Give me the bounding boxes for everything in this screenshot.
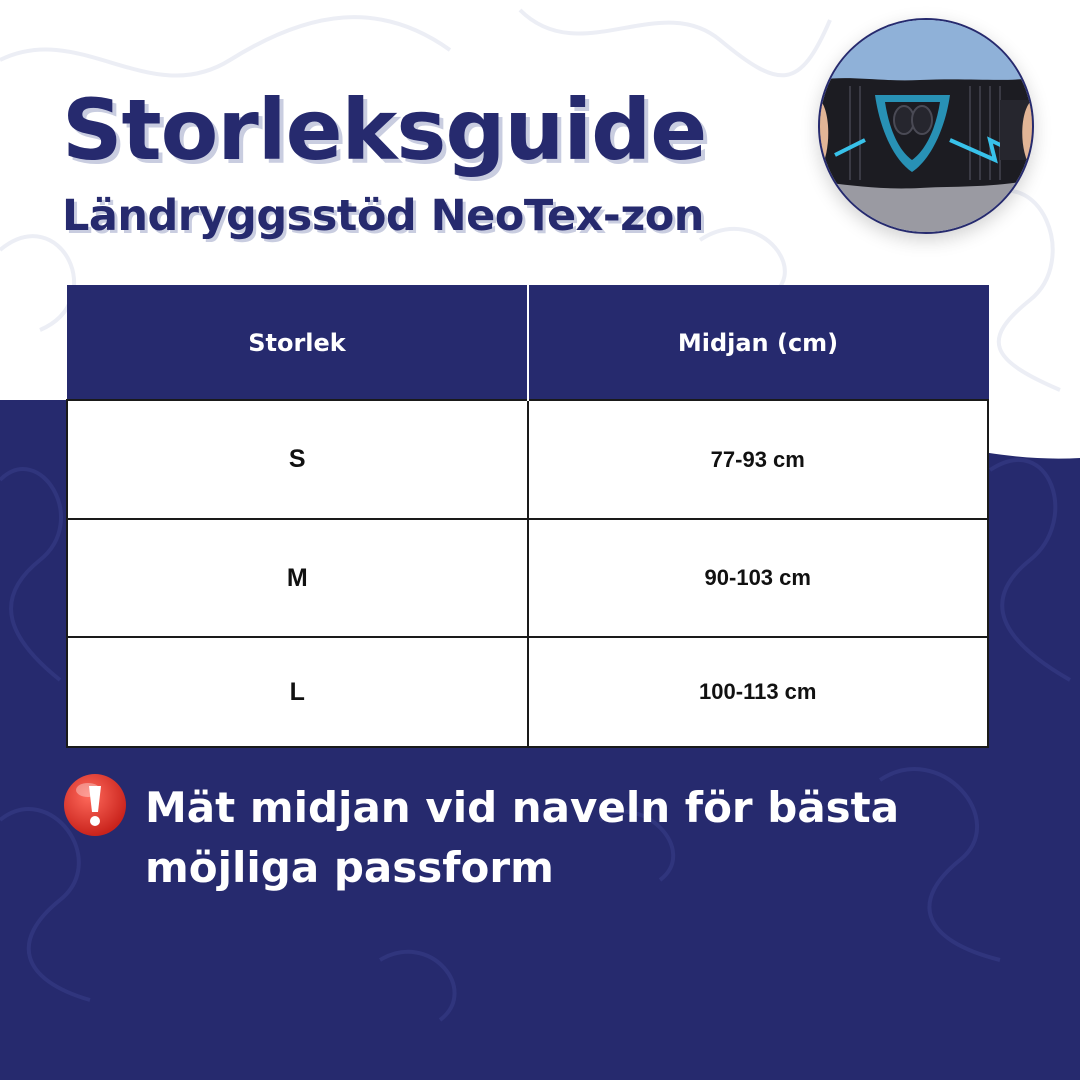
note-text: Mät midjan vid naveln för bästa möjliga passform <box>145 783 900 892</box>
table-header-row <box>67 286 988 401</box>
size-cell: L <box>67 637 528 747</box>
waist-cell: 100-113 cm <box>528 637 989 747</box>
page-subtitle: Ländryggsstöd NeoTex-zon <box>62 191 704 241</box>
waist-cell: 90-103 cm <box>528 519 989 637</box>
back-support-belt-icon <box>820 20 1032 232</box>
size-table <box>66 285 989 748</box>
product-image <box>818 18 1034 234</box>
exclamation-icon <box>62 772 128 838</box>
table-row <box>67 400 988 519</box>
column-header-waist: Midjan (cm) <box>528 286 989 401</box>
size-cell: S <box>67 400 528 519</box>
table-row <box>67 519 988 637</box>
column-header-size: Storlek <box>67 286 528 401</box>
size-cell: M <box>67 519 528 637</box>
waist-cell: 77-93 cm <box>528 400 989 519</box>
page-title: Storleksguide <box>62 81 707 179</box>
table-row <box>67 637 988 747</box>
